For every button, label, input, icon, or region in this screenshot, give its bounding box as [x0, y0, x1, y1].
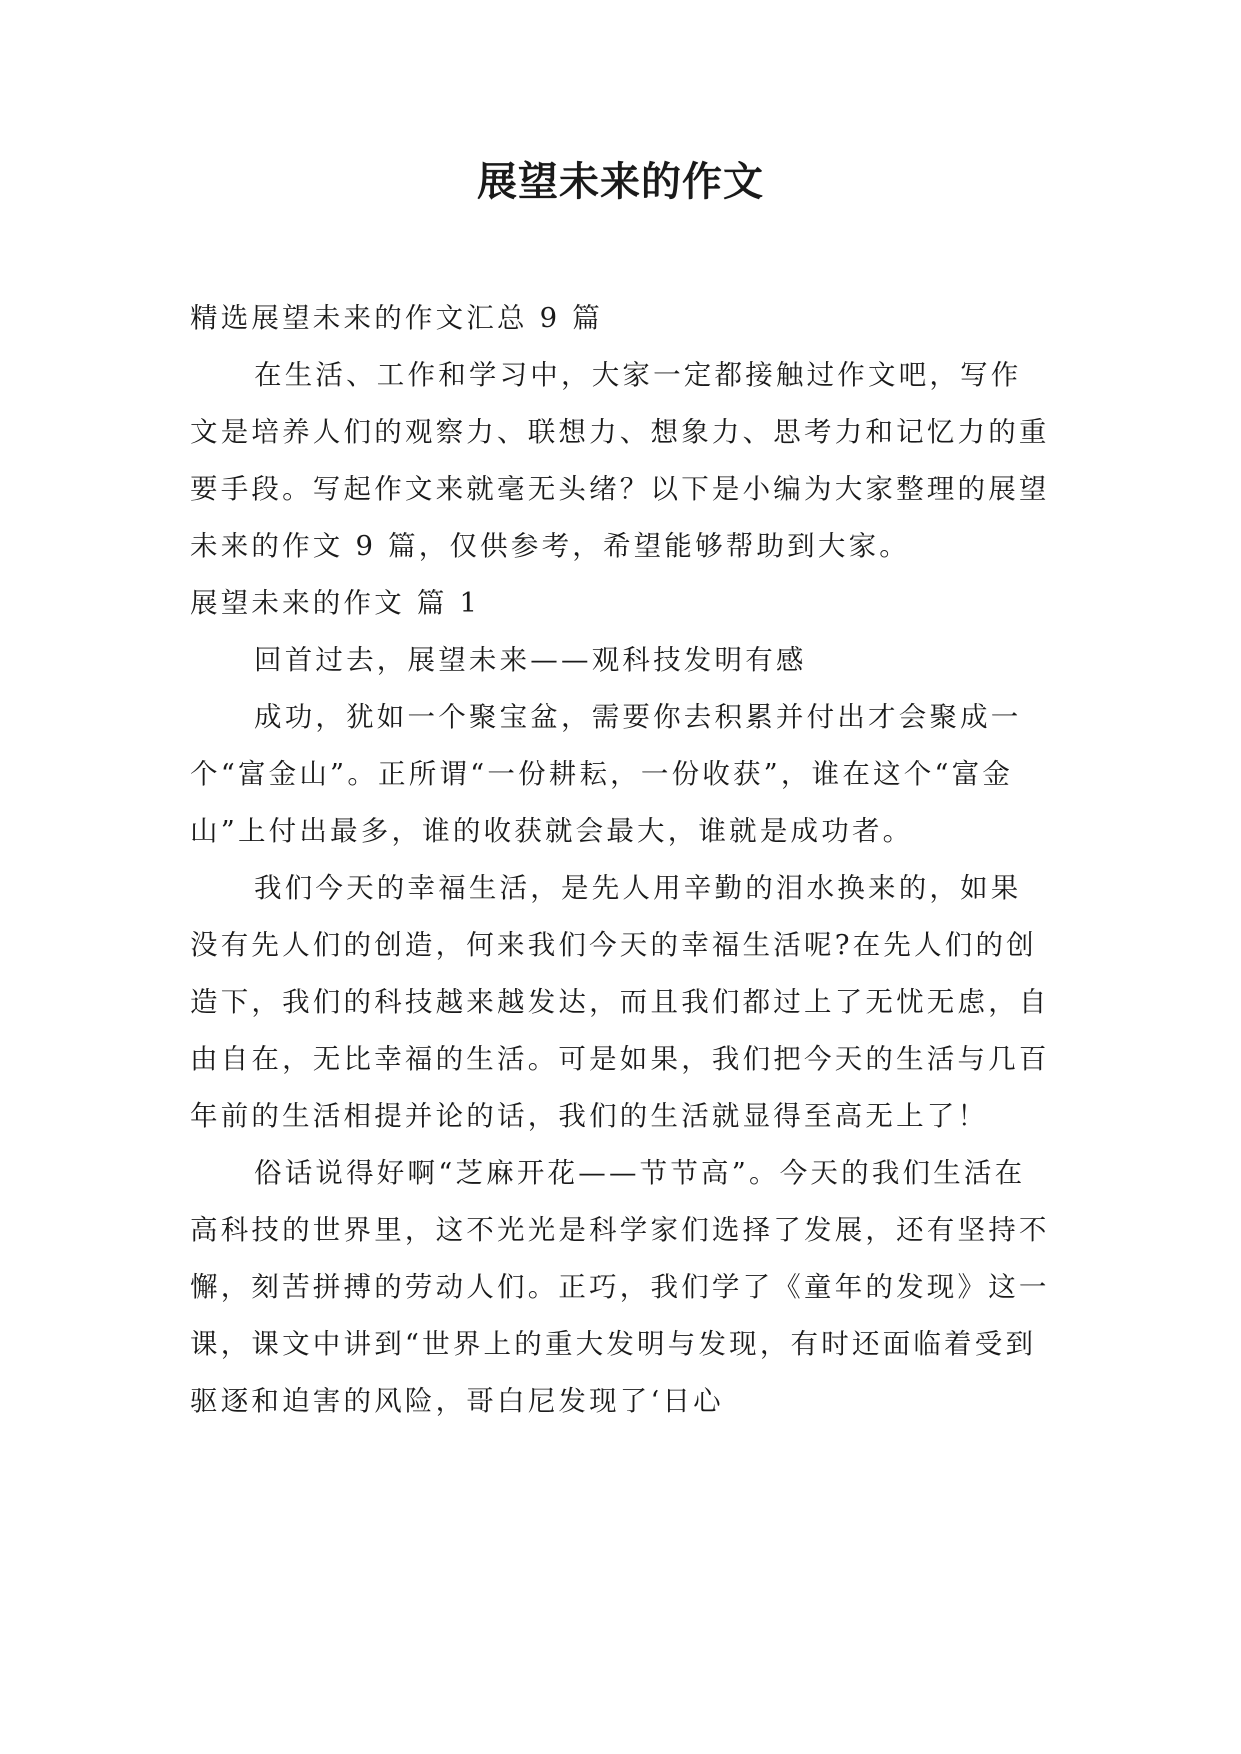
- body-paragraph-3: 俗话说得好啊“芝麻开花——节节高”。今天的我们生活在高科技的世界里，这不光光是科学家们选择了发展，还有坚持不懈，刻苦拼搏的劳动人们。正巧，我们学了《童年的发现》这一课，课文中讲到“世界上的重大发明与发现，有时还面临着受到驱逐和迫害的风险，哥白尼发现了‘日心: [190, 1157, 1050, 1417]
- document-body: [190, 290, 1052, 1430]
- essay-title: 回首过去，展望未来——观科技发明有感: [254, 644, 807, 676]
- document-subtitle: 精选展望未来的作文汇总 9 篇: [190, 302, 603, 334]
- body-paragraph-1: 成功，犹如一个聚宝盆，需要你去积累并付出才会聚成一个“富金山”。正所谓“一份耕耘，一份收获”，谁在这个“富金山”上付出最多，谁的收获就会最大，谁就是成功者。: [190, 701, 1022, 847]
- section-heading: 展望未来的作文 篇 1: [190, 587, 481, 619]
- document-title: 展望未来的作文: [477, 159, 764, 205]
- intro-paragraph: 在生活、工作和学习中，大家一定都接触过作文吧，写作文是培养人们的观察力、联想力、想象力、思考力和记忆力的重要手段。写起作文来就毫无头绪？以下是小编为大家整理的展望未来的作文 9 篇，仅供参考，希望能够帮助到大家。: [190, 359, 1050, 562]
- body-paragraph-2: 我们今天的幸福生活，是先人用辛勤的泪水换来的，如果没有先人们的创造，何来我们今天的幸福生活呢?在先人们的创造下，我们的科技越来越发达，而且我们都过上了无忧无虑，自由自在，无比幸福的生活。可是如果，我们把今天的生活与几百年前的生活相提并论的话，我们的生活就显得至高无上了！: [190, 872, 1050, 1132]
